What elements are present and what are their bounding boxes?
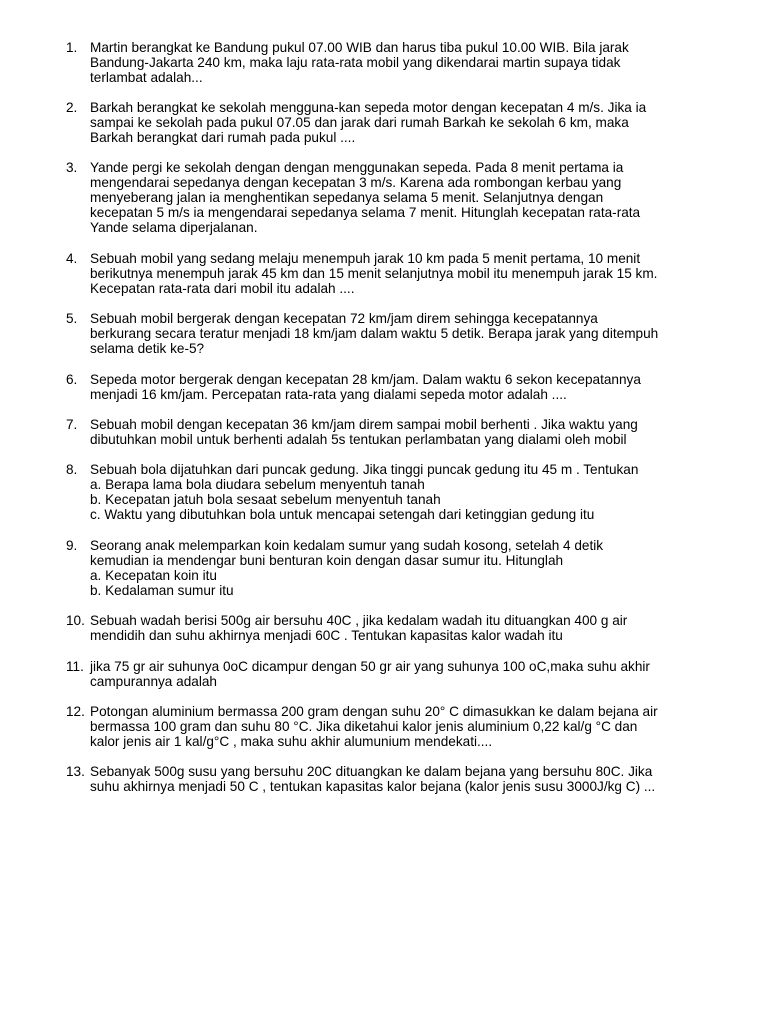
- question-line: Seorang anak melemparkan koin kedalam sumur yang sudah kosong, setelah 4 detik: [90, 538, 604, 553]
- question-text: [90, 764, 736, 794]
- question-1: [66, 40, 736, 85]
- question-number: 2.: [66, 100, 78, 115]
- question-6: [66, 372, 736, 402]
- question-text: [90, 40, 736, 85]
- question-text: [90, 160, 736, 235]
- question-10: [66, 613, 736, 643]
- question-line: dibutuhkan mobil untuk berhenti adalah 5s tentukan perlambatan yang dialami oleh mobil: [90, 432, 627, 447]
- question-text: [90, 462, 736, 522]
- question-11: [66, 659, 736, 689]
- question-line: b. Kedalaman sumur itu: [90, 583, 234, 598]
- question-line: Sebuah mobil dengan kecepatan 36 km/jam direm sampai mobil berhenti . Jika waktu yang: [90, 417, 638, 432]
- question-4: [66, 251, 736, 296]
- question-text: [90, 251, 736, 296]
- question-line: bermassa 100 gram dan suhu 80 °C. Jika diketahui kalor jenis aluminium 0,22 kal/g °C dan: [90, 719, 638, 734]
- question-text: [90, 538, 736, 598]
- question-line: b. Kecepatan jatuh bola sesaat sebelum menyentuh tanah: [90, 492, 441, 507]
- question-line: Sebuah wadah berisi 500g air bersuhu 40C , jika kedalam wadah itu dituangkan 400 g air: [90, 613, 628, 628]
- question-number: 12.: [66, 704, 85, 719]
- question-line: Martin berangkat ke Bandung pukul 07.00 WIB dan harus tiba pukul 10.00 WIB. Bila jarak: [90, 40, 629, 55]
- question-text: [90, 417, 736, 447]
- question-number: 1.: [66, 40, 78, 55]
- question-line: mengendarai sepedanya dengan kecepatan 3 m/s. Karena ada rombongan kerbau yang: [90, 175, 622, 190]
- question-line: Sebuah mobil bergerak dengan kecepatan 72 km/jam direm sehingga kecepatannya: [90, 311, 598, 326]
- question-line: Yande selama diperjalanan.: [90, 220, 258, 235]
- question-number: 13.: [66, 764, 85, 779]
- question-line: mendidih dan suhu akhirnya menjadi 60C . Tentukan kapasitas kalor wadah itu: [90, 628, 563, 643]
- question-line: campurannya adalah: [90, 674, 217, 689]
- question-line: jika 75 gr air suhunya 0oC dicampur dengan 50 gr air yang suhunya 100 oC,maka suhu akhir: [90, 659, 650, 674]
- question-line: a. Kecepatan koin itu: [90, 568, 217, 583]
- question-line: Sebuah mobil yang sedang melaju menempuh jarak 10 km pada 5 menit pertama, 10 menit: [90, 251, 641, 266]
- question-line: a. Berapa lama bola diudara sebelum menyentuh tanah: [90, 477, 425, 492]
- question-text: [90, 311, 736, 356]
- question-line: Potongan aluminium bermassa 200 gram dengan suhu 20° C dimasukkan ke dalam bejana air: [90, 704, 658, 719]
- question-3: [66, 160, 736, 235]
- question-5: [66, 311, 736, 356]
- question-line: Yande pergi ke sekolah dengan dengan menggunakan sepeda. Pada 8 menit pertama ia: [90, 160, 624, 175]
- question-line: menjadi 16 km/jam. Percepatan rata-rata yang dialami sepeda motor adalah ....: [90, 387, 567, 402]
- question-text: [90, 659, 736, 689]
- question-12: [66, 704, 736, 749]
- question-line: Bandung-Jakarta 240 km, maka laju rata-rata mobil yang dikendarai martin supaya tidak: [90, 55, 621, 70]
- question-line: Sepeda motor bergerak dengan kecepatan 28 km/jam. Dalam waktu 6 sekon kecepatannya: [90, 372, 641, 387]
- question-text: [90, 100, 736, 145]
- question-line: suhu akhirnya menjadi 50 C , tentukan kapasitas kalor bejana (kalor jenis susu 3000J/kg C) ...: [90, 779, 656, 794]
- question-number: 10.: [66, 613, 85, 628]
- question-line: c. Waktu yang dibutuhkan bola untuk mencapai setengah dari ketinggian gedung itu: [90, 507, 595, 522]
- question-line: Sebanyak 500g susu yang bersuhu 20C dituangkan ke dalam bejana yang bersuhu 80C. Jika: [90, 764, 653, 779]
- question-line: berikutnya menempuh jarak 45 km dan 15 menit selanjutnya mobil itu menempuh jarak 15 km.: [90, 266, 658, 281]
- question-text: [90, 704, 736, 749]
- question-line: Sebuah bola dijatuhkan dari puncak gedung. Jika tinggi puncak gedung itu 45 m . Tentukan: [90, 462, 639, 477]
- question-number: 5.: [66, 311, 78, 326]
- question-number: 9.: [66, 538, 78, 553]
- question-text: [90, 372, 736, 402]
- question-line: berkurang secara teratur menjadi 18 km/jam dalam waktu 5 detik. Berapa jarak yang ditempuh: [90, 326, 659, 341]
- question-line: Kecepatan rata-rata dari mobil itu adalah ....: [90, 281, 355, 296]
- question-line: menyeberang jalan ia menghentikan sepedanya selama 5 menit. Selanjutnya dengan: [90, 190, 604, 205]
- question-13: [66, 764, 736, 794]
- question-line: kecepatan 5 m/s ia mengendarai sepedanya selama 7 menit. Hitunglah kecepatan rata-rata: [90, 205, 641, 220]
- question-7: [66, 417, 736, 447]
- question-number: 6.: [66, 372, 78, 387]
- question-line: selama detik ke-5?: [90, 341, 205, 356]
- question-number: 3.: [66, 160, 78, 175]
- question-number: 8.: [66, 462, 78, 477]
- question-9: [66, 538, 736, 598]
- question-line: kalor jenis air 1 kal/g°C , maka suhu akhir alumunium mendekati....: [90, 734, 493, 749]
- question-line: Barkah berangkat dari rumah pada pukul ....: [90, 130, 356, 145]
- question-line: sampai ke sekolah pada pukul 07.05 dan jarak dari rumah Barkah ke sekolah 6 km, maka: [90, 115, 629, 130]
- question-number: 7.: [66, 417, 78, 432]
- question-number: 11.: [66, 659, 84, 674]
- question-2: [66, 100, 736, 145]
- question-text: [90, 613, 736, 643]
- question-line: kemudian ia mendengar buni benturan koin dengan dasar sumur itu. Hitunglah: [90, 553, 564, 568]
- question-8: [66, 462, 736, 522]
- question-line: terlambat adalah...: [90, 70, 203, 85]
- question-number: 4.: [66, 251, 78, 266]
- question-line: Barkah berangkat ke sekolah mengguna-kan sepeda motor dengan kecepatan 4 m/s. Jika ia: [90, 100, 647, 115]
